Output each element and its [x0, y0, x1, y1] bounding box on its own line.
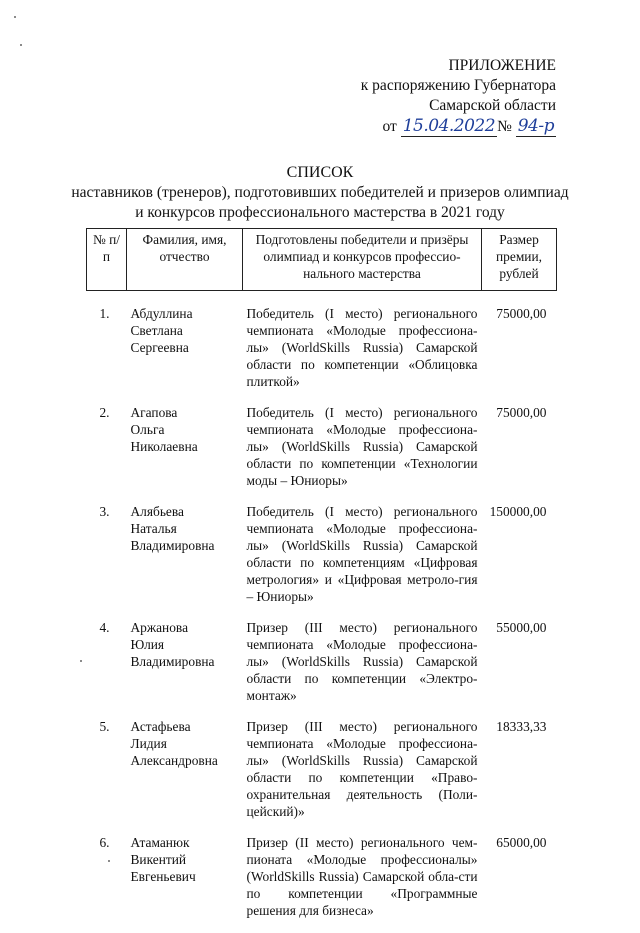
row-name: Астафьева Лидия Александровна [130, 718, 218, 768]
decree-number: 94-р [517, 116, 554, 136]
row-name: Алябьева Наталья Владимировна [130, 503, 215, 553]
header-name: Фамилия, имя, отчество [127, 229, 243, 291]
document-title: СПИСОК [286, 164, 354, 181]
table-header-row [87, 229, 557, 291]
scan-speck [20, 44, 22, 46]
scan-speck [108, 860, 110, 862]
table-row [87, 404, 557, 503]
appendix-line1: к распоряжению Губернатора [360, 77, 556, 94]
row-num: 4. [99, 619, 110, 635]
scan-speck [14, 16, 16, 18]
appendix-block [296, 56, 556, 137]
row-name: Агапова Ольга Николаевна [130, 404, 198, 454]
appendix-title: ПРИЛОЖЕНИЕ [448, 57, 556, 74]
row-desc: Победитель (I место) регионального чемпионата «Молодые профессиона-лы» (WorldSkills Russia) Самарской области по компетенциям «Цифровая метрология» и «Цифровая метроло-гия – Юниоры» [246, 503, 478, 604]
heading-line2: и конкурсов профессионального мастерства в 2021 году [135, 204, 505, 221]
row-num: 2. [99, 404, 110, 420]
row-amount: 55000,00 [496, 619, 547, 635]
row-desc: Призер (III место) регионального чемпионата «Молодые профессиона-лы» (WorldSkills Russia) Самарской области по компетенции «Электро-монтаж» [246, 619, 478, 703]
scan-speck [80, 660, 82, 662]
row-name: Аржанова Юлия Владимировна [130, 619, 215, 669]
table-row [87, 718, 557, 834]
awards-table [86, 228, 557, 933]
header-prepared: Подготовлены победители и призёры олимпиад и конкурсов профессио-нального мастерства [243, 229, 482, 291]
row-amount: 75000,00 [496, 305, 547, 321]
row-num: 6. [99, 834, 110, 850]
header-num: № п/п [87, 229, 127, 291]
header-amount: Размер премии, рублей [482, 229, 557, 291]
document-heading [0, 163, 640, 223]
row-num: 5. [99, 718, 110, 734]
row-amount: 150000,00 [489, 503, 547, 519]
row-desc: Победитель (I место) регионального чемпионата «Молодые профессиона-лы» (WorldSkills Russia) Самарской области по компетенции «Облицовка плиткой» [246, 305, 478, 389]
row-desc: Победитель (I место) регионального чемпионата «Молодые профессиона-лы» (WorldSkills Russia) Самарской области по компетенции «Технологии моды – Юниоры» [246, 404, 478, 488]
from-label: от [382, 118, 397, 135]
row-num: 3. [99, 503, 110, 519]
row-amount: 18333,33 [496, 718, 547, 734]
row-num: 1. [99, 305, 110, 321]
row-amount: 65000,00 [496, 834, 547, 850]
table-row [87, 503, 557, 619]
table-row [87, 834, 557, 933]
table-row [87, 619, 557, 718]
appendix-date-line [296, 116, 556, 137]
appendix-line2: Самарской области [429, 97, 556, 114]
row-amount: 75000,00 [496, 404, 547, 420]
number-label: № [497, 118, 512, 135]
row-name: Абдуллина Светлана Сергеевна [130, 305, 193, 355]
heading-line1: наставников (тренеров), подготовивших победителей и призеров олимпиад [71, 184, 569, 201]
row-desc: Призер (II место) регионального чем-пионата «Молодые профессионалы» (WorldSkills Russia) Самарской обла-сти по компетенции «Программные решения для бизнеса» [246, 834, 478, 918]
table-row [87, 305, 557, 404]
row-name: Атаманюк Викентий Евгеньевич [130, 834, 196, 884]
decree-date: 15.04.2022 [402, 116, 496, 136]
row-desc: Призер (III место) регионального чемпионата «Молодые профессиона-лы» (WorldSkills Russia) Самарской области по компетенции «Право-охранительная деятельность (Поли-цейский)» [246, 718, 478, 819]
